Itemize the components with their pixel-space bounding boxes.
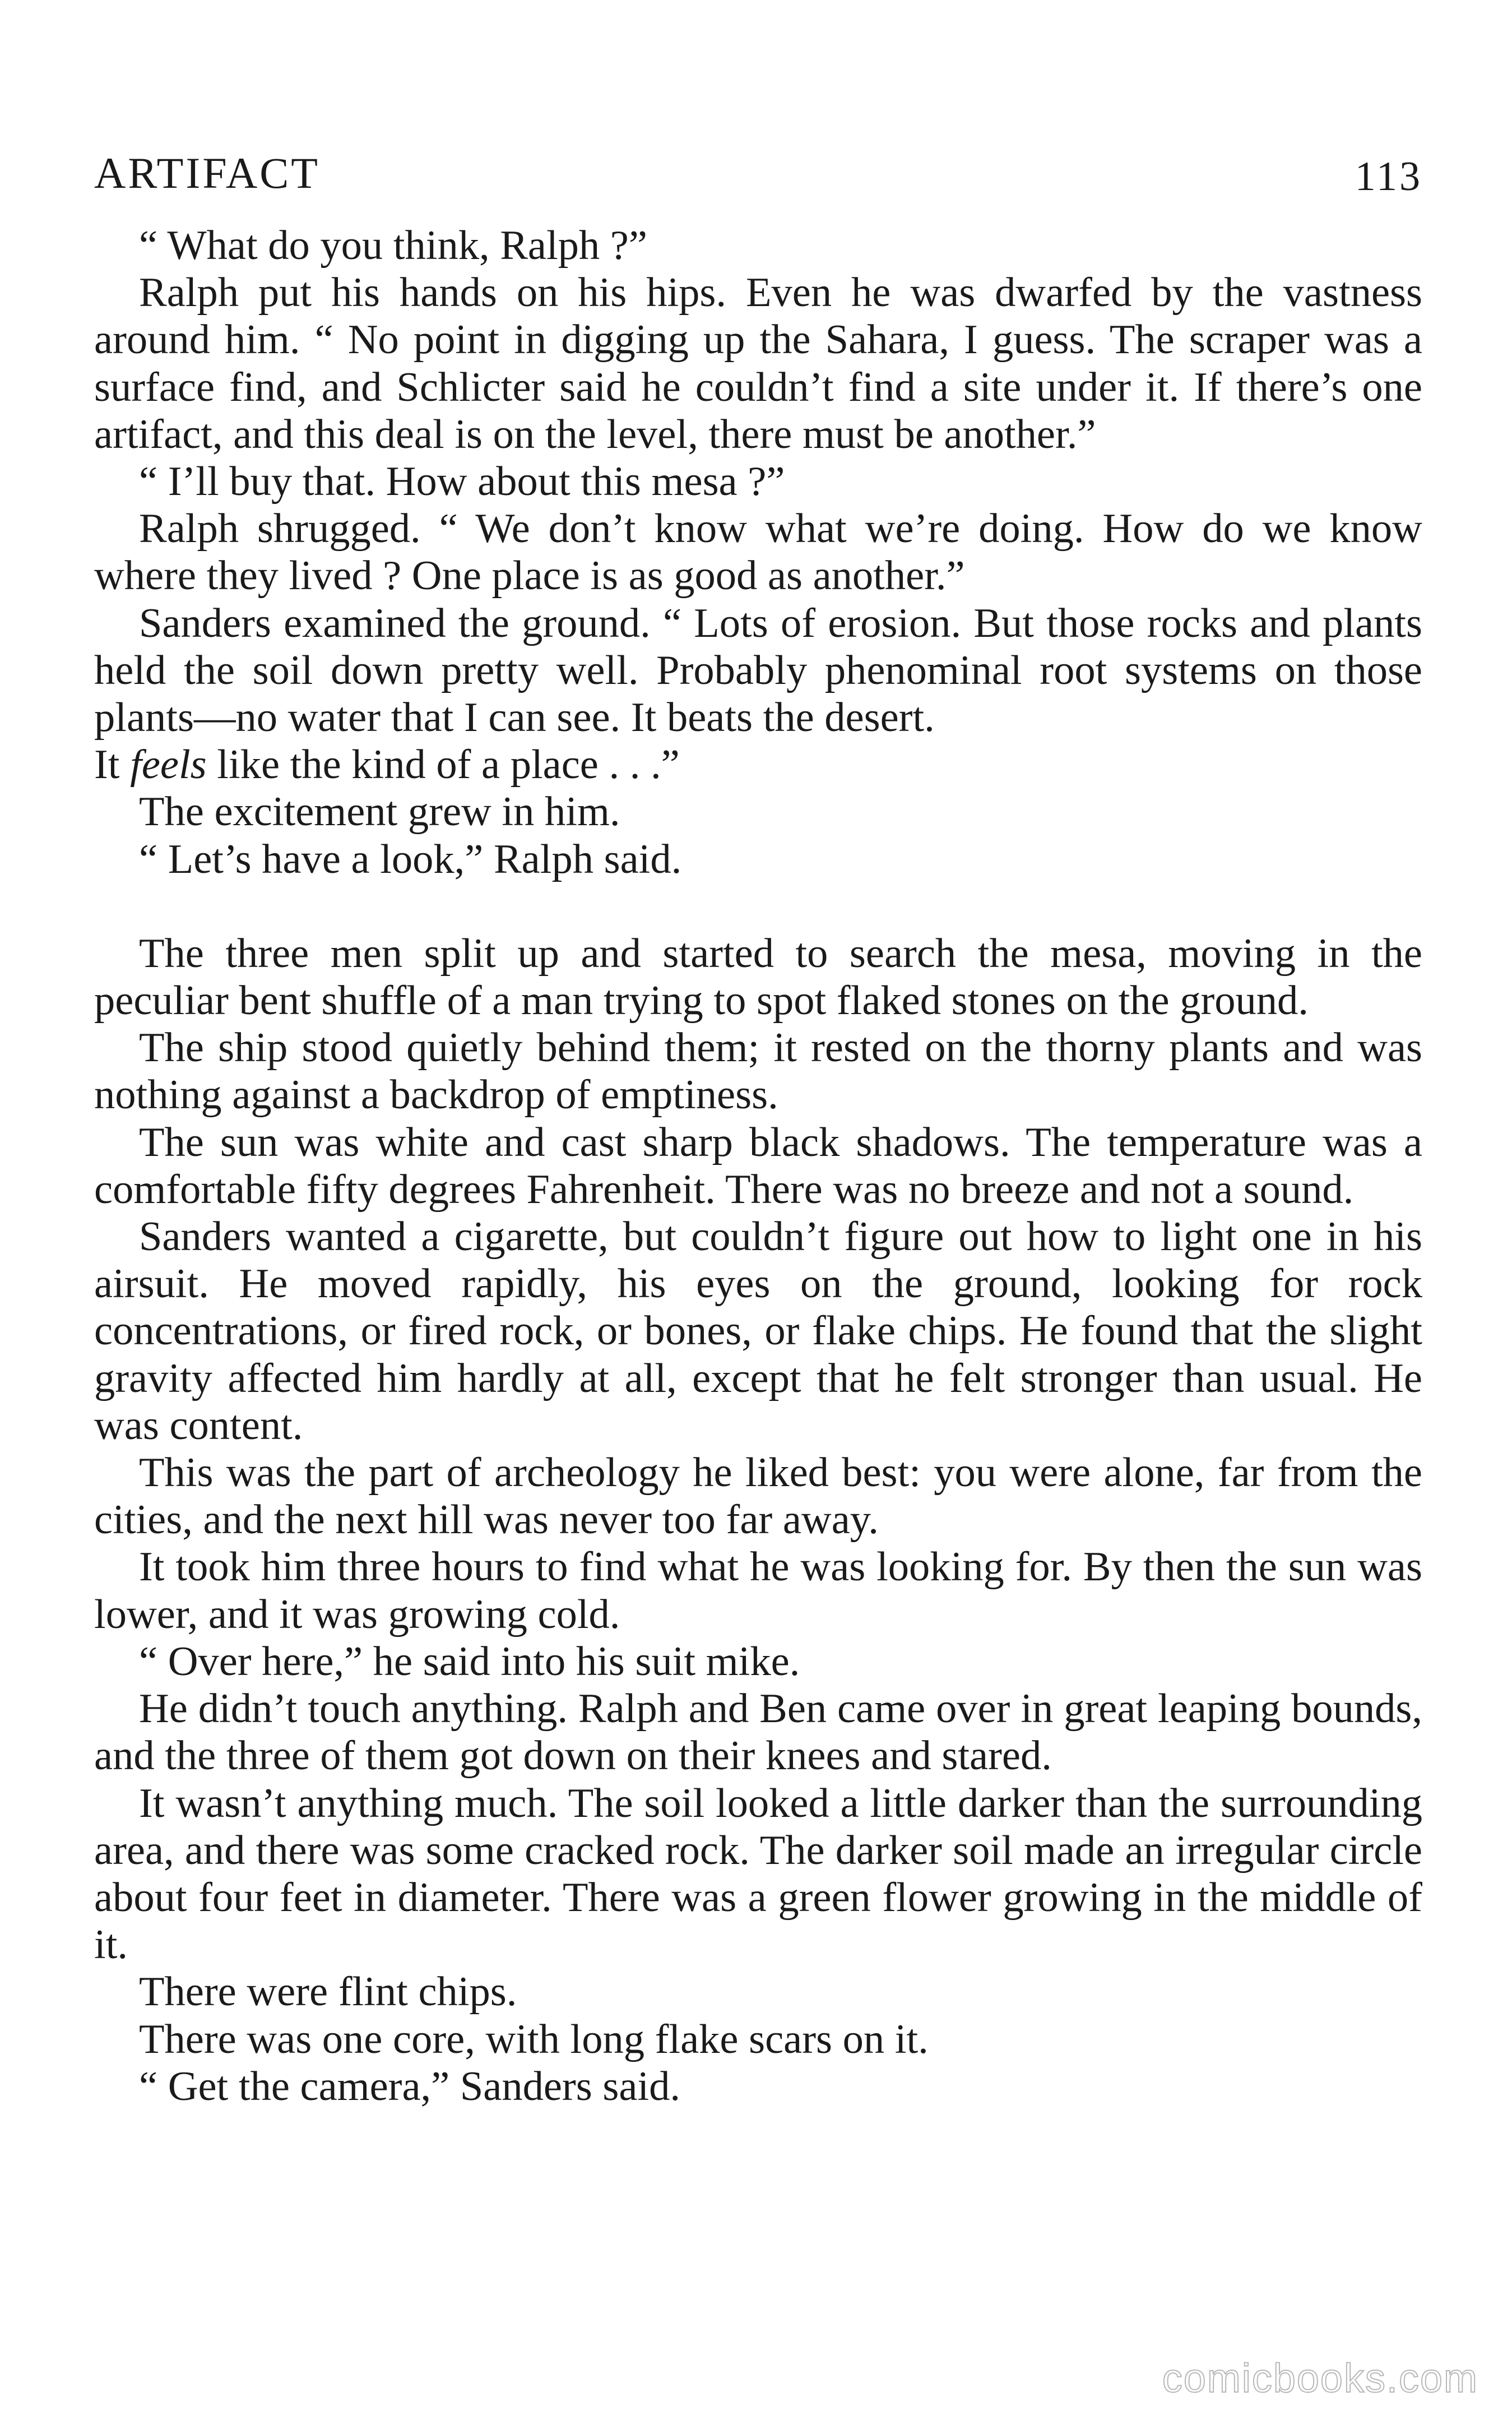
paragraph — [94, 600, 1422, 789]
paragraph: The sun was white and cast sharp black shadows. The temperature was a comfortable fifty degrees Fahrenheit. There was no breeze and not a sound. — [94, 1119, 1422, 1213]
book-page — [94, 151, 1422, 2110]
feels-after: like the kind of a place . . .” — [206, 742, 680, 788]
page-number: 113 — [1355, 154, 1422, 200]
paragraph: It took him three hours to find what he was looking for. By then the sun was lower, and it was growing cold. — [94, 1544, 1422, 1637]
paragraph: The excitement grew in him. — [139, 789, 620, 835]
paragraph: It wasn’t anything much. The soil looked a little darker than the surrounding area, and there was some cracked rock. The darker soil made an irregular circle about four feet in diameter. There was a green flower growing in the middle of it. — [94, 1780, 1422, 1968]
paragraph: The three men split up and started to search the mesa, moving in the peculiar bent shuffle of a man trying to spot flaked stones on the ground. — [94, 930, 1422, 1024]
paragraph: The ship stood quietly behind them; it rested on the thorny plants and was nothing against a backdrop of emptiness. — [94, 1025, 1422, 1118]
running-title: ARTIFACT — [94, 149, 320, 197]
watermark: comicbooks.com — [1162, 2356, 1478, 2401]
paragraph: Sanders wanted a cigarette, but couldn’t figure out how to light one in his airsuit. He moved rapidly, his eyes on the ground, looking for rock concentrations, or fired rock, or bones, or flake chips. He found that the slight gravity affected him hardly at all, except that he felt stronger than usual. He was content. — [94, 1214, 1422, 1449]
body-text — [94, 222, 1422, 2110]
paragraph: This was the part of archeology he liked best: you were alone, far from the cities, and the next hill was never too far away. — [94, 1450, 1422, 1543]
feels-emphasis: feels — [130, 742, 207, 788]
paragraph: There was one core, with long flake scars on it. — [139, 2016, 929, 2062]
feels-before: It — [94, 742, 131, 788]
paragraph: “ Let’s have a look,” Ralph said. — [139, 836, 682, 882]
paragraph: “ What do you think, Ralph ?” — [139, 223, 647, 269]
running-head — [94, 151, 1422, 219]
paragraph: “ Get the camera,” Sanders said. — [139, 2063, 680, 2110]
paragraph-text: Sanders examined the ground. “ Lots of erosion. But those rocks and plants held the soil down pretty well. Probably phenominal root systems on those plants—no water that I can see. It beats the desert. — [94, 600, 1422, 741]
paragraph: “ I’ll buy that. How about this mesa ?” — [139, 459, 785, 505]
paragraph: He didn’t touch anything. Ralph and Ben came over in great leaping bounds, and the three of them got down on their knees and stared. — [94, 1686, 1422, 1779]
section-break — [94, 883, 1422, 930]
paragraph: Ralph shrugged. “ We don’t know what we’re doing. How do we know where they lived ? One place is as good as another.” — [94, 506, 1422, 599]
paragraph: There were flint chips. — [139, 1969, 517, 2015]
paragraph: Ralph put his hands on his hips. Even he was dwarfed by the vastness around him. “ No point in digging up the Sahara, I guess. The scraper was a surface find, and Schlicter said he couldn’t find a site under it. If there’s one artifact, and this deal is on the level, there must be another.” — [94, 270, 1422, 457]
paragraph: “ Over here,” he said into his suit mike. — [139, 1638, 800, 1685]
